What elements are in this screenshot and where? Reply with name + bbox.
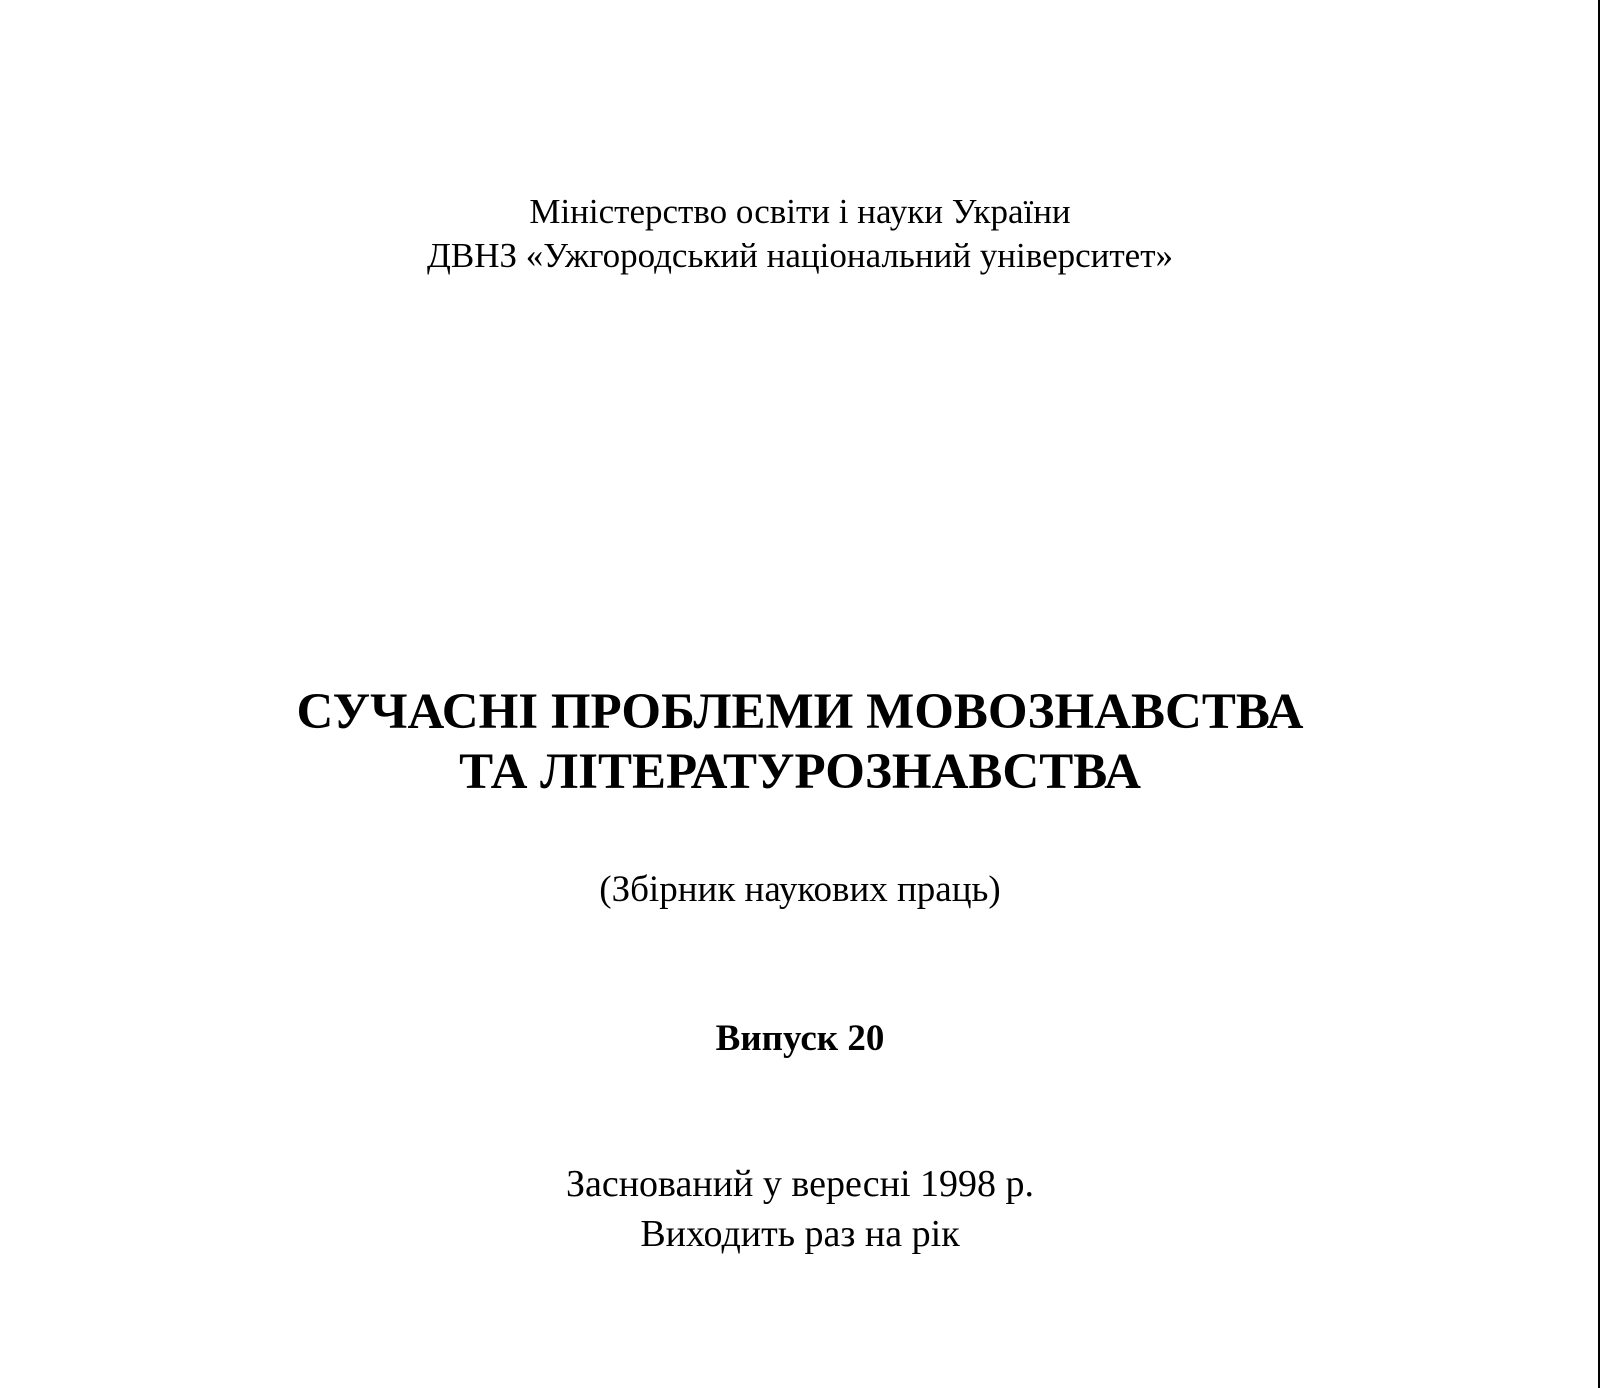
ministry-header: Міністерство освіти і науки України: [529, 192, 1071, 231]
university-header: ДВНЗ «Ужгородський національний університет»: [426, 236, 1174, 275]
issue-number: Випуск 20: [715, 1018, 885, 1059]
collection-subtitle: (Збірник наукових праць): [599, 869, 1001, 910]
collection-title-line-2: ТА ЛІТЕРАТУРОЗНАВСТВА: [459, 744, 1141, 800]
frequency-note: Виходить раз на рік: [640, 1213, 960, 1255]
collection-title-line-1: СУЧАСНІ ПРОБЛЕМИ МОВОЗНАВСТВА: [296, 684, 1304, 740]
founded-note: Заснований у вересні 1998 р.: [565, 1163, 1035, 1205]
